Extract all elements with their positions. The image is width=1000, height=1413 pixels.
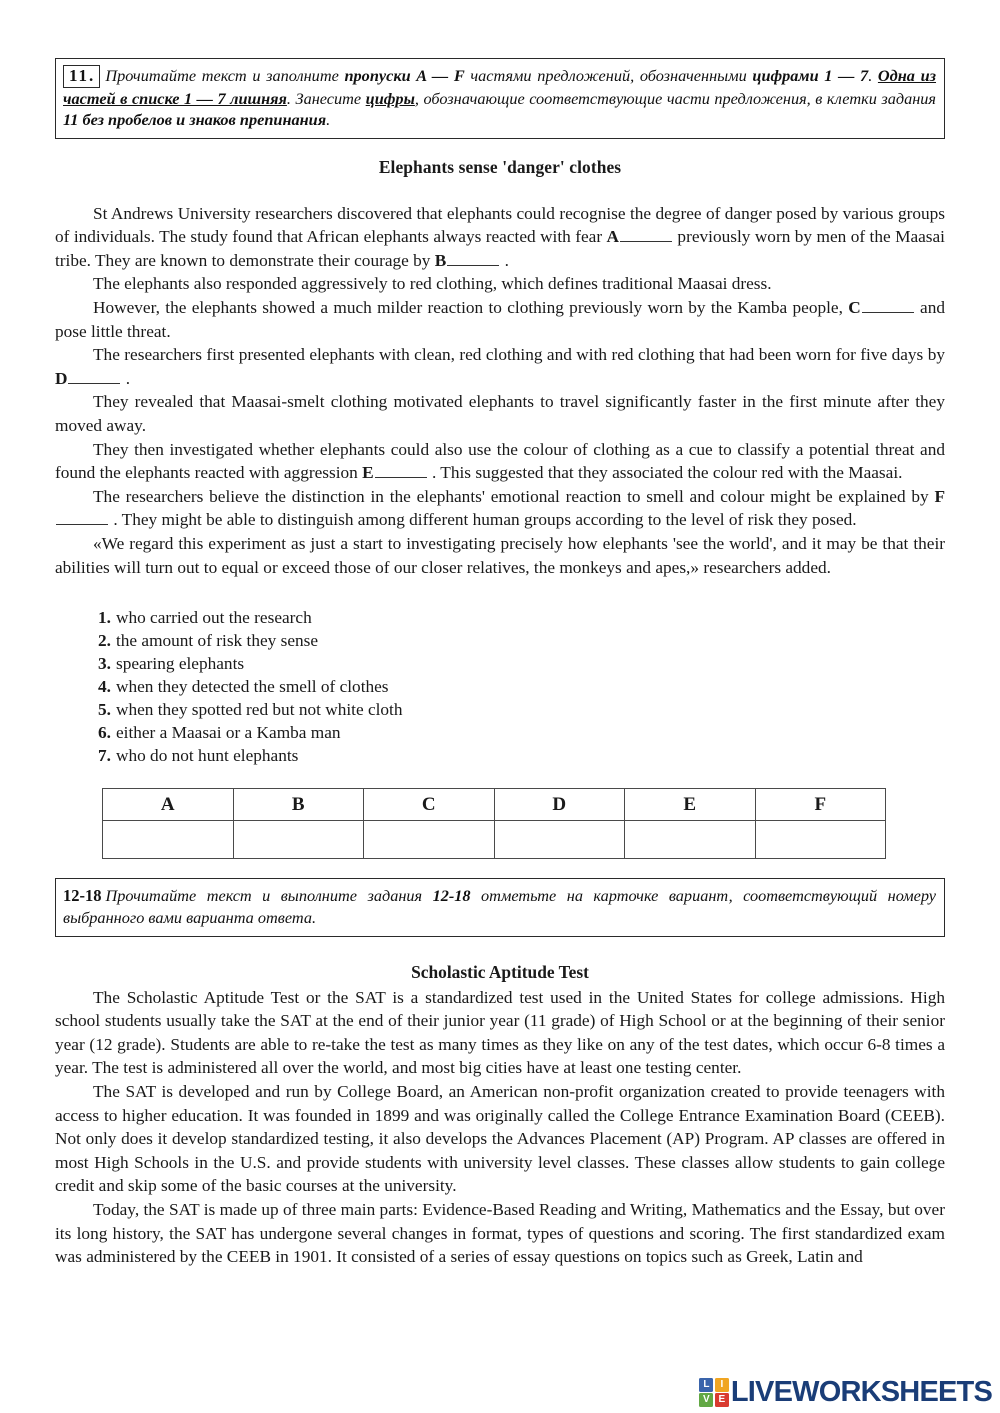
article-1-paragraph [55, 532, 945, 579]
list-item [98, 652, 945, 675]
gap-blank-field[interactable] [620, 225, 672, 242]
answer-header-a: A [103, 789, 234, 821]
paragraph-text: The elephants also responded aggressively to red clothing, which defines traditional Maasai dress. [93, 274, 772, 294]
task-12-18-text-1: Прочитайте текст и выполните задания [105, 886, 433, 906]
list-item [98, 721, 945, 744]
article-2-paragraph: The Scholastic Aptitude Test or the SAT is a standardized test used in the United States for college admissions. High school students usually take the SAT at the end of their junior year (11 grade) of High School or at the beginning of their senior year (12 grade). Students are able to re-take the test as many times as they like on any of the test dates, which occur 6-8 times a year. The test is administered all over the world, and most big cities have at least one testing center. [55, 987, 945, 1078]
paragraph-text: They then investigated whether elephants could also use the colour of clothing as a cue to classify a potential threat and found the elephants reacted with aggression [55, 439, 945, 483]
answer-cell-a[interactable] [103, 821, 234, 859]
article-1-body [55, 202, 945, 580]
article-1-paragraph [55, 202, 945, 273]
gap-label-c: C [848, 297, 861, 317]
paragraph-text: . [500, 250, 509, 270]
option-text: the amount of risk they sense [115, 631, 319, 651]
option-number: 3. [98, 654, 111, 674]
task-12-18-number: 12-18 [63, 886, 102, 906]
article-2-title: Scholastic Aptitude Test [411, 961, 589, 982]
option-number: 5. [98, 700, 111, 720]
article-1-paragraph [55, 438, 945, 485]
option-number: 4. [98, 677, 111, 697]
option-number: 1. [98, 608, 111, 628]
task-11-underline-1: Одна из частей в списке 1 — 7 лишняя [63, 66, 937, 108]
answer-table-input-row [103, 821, 886, 859]
gap-label-d: D [55, 368, 68, 388]
task-11-text-5: , обозначающие соответствующие части предложения, в клетки задания [414, 88, 936, 108]
task-11-bold-3: 11 без пробелов и знаков препинания [63, 110, 327, 130]
option-text: who carried out the research [115, 608, 312, 628]
task-11-text-4: . Занесите [286, 88, 366, 108]
article-1-paragraph [55, 296, 945, 343]
logo-tile-e: E [715, 1393, 729, 1407]
liveworksheets-logo [699, 1375, 992, 1408]
task-11-instruction-box [55, 58, 945, 139]
option-number: 2. [98, 631, 111, 651]
task-11-number: 11. [63, 65, 100, 88]
logo-tile-l: L [699, 1378, 713, 1392]
article-2-paragraph: The SAT is developed and run by College Board, an American non-profit organization created to provide teenagers with access to higher education. It was founded in 1899 and was originally called the College Entrance Examination Board (CEEB). Not only does it develop standardized testing, it also develops the Advances Placement (AP) Program. AP classes are offered in most High Schools in the U.S. and provide students with university level classes. These classes allow students to gain college credit and skip some of the basic courses at the university. [55, 1082, 945, 1196]
paragraph-text: St Andrews University researchers discovered that elephants could recognise the degree of danger posed by various groups of individuals. The study found that African elephants always reacted with fear [55, 203, 945, 247]
liveworksheets-wordmark: LIVEWORKSHEETS [730, 1375, 992, 1408]
list-item [98, 629, 945, 652]
gap-blank-field[interactable] [56, 509, 108, 526]
liveworksheets-mark-icon [699, 1378, 729, 1408]
option-text: when they detected the smell of clothes [115, 677, 389, 697]
answer-header-c: C [364, 789, 495, 821]
gap-label-e: E [362, 463, 374, 483]
answer-header-b: B [233, 789, 364, 821]
task-12-18-text-2: отметьте на карточке вариант, соответствующий номеру выбранного вами варианта ответа. [63, 886, 936, 928]
list-item [98, 698, 945, 721]
answer-cell-c[interactable] [364, 821, 495, 859]
article-2-body [55, 986, 945, 1269]
option-text: who do not hunt elephants [115, 746, 299, 766]
paragraph-text: However, the elephants showed a much milder reaction to clothing previously worn by the Kamba people, [93, 297, 849, 317]
task-11-text-1: Прочитайте текст и заполните [105, 66, 345, 85]
list-item [98, 606, 945, 629]
paragraph-text: They revealed that Maasai-smelt clothing motivated elephants to travel significantly faster in the first minute after they moved away. [55, 392, 945, 436]
article-1-paragraph [55, 272, 945, 296]
option-number: 6. [98, 723, 111, 743]
answer-cell-f[interactable] [755, 821, 886, 859]
answer-header-e: E [625, 789, 756, 821]
task-11-text-2: частями предложений, обозначенными [464, 66, 753, 85]
paragraph-text: . They might be able to distinguish among different human groups according to the level of risk they posed. [109, 510, 857, 530]
article-1-paragraph [55, 343, 945, 390]
task-12-18-instruction-box [55, 878, 945, 936]
gap-label-a: A [606, 227, 619, 247]
answer-table-wrapper [102, 788, 945, 859]
logo-tile-i: I [715, 1378, 729, 1392]
gap-blank-field[interactable] [375, 461, 427, 478]
task-11-underline-2: цифры [365, 88, 415, 108]
paragraph-text: and pose little threat. [55, 297, 945, 341]
gap-label-f: F [934, 486, 945, 506]
option-number: 7. [98, 746, 111, 766]
option-text: when they spotted red but not white cloth [115, 700, 403, 720]
answer-header-d: D [494, 789, 625, 821]
paragraph-text: . [121, 368, 131, 388]
paragraph-text: The researchers first presented elephants with clean, red clothing and with red clothing that had been worn for five days by [93, 345, 945, 365]
gap-blank-field[interactable] [447, 249, 499, 266]
page-content [55, 58, 945, 1269]
options-list [98, 606, 945, 767]
article-1-title: Elephants sense 'danger' clothes [378, 156, 622, 177]
gap-blank-field[interactable] [862, 296, 914, 313]
option-text: spearing elephants [115, 654, 245, 674]
answer-table [102, 788, 886, 859]
paragraph-text: «We regard this experiment as just a start to investigating precisely how elephants 'see the world', and it may be that their abilities will turn out to equal or exceed those of our closer relatives, the monkeys and apes,» researchers added. [55, 534, 945, 577]
option-text: either a Maasai or a Kamba man [115, 723, 341, 743]
list-item [98, 675, 945, 698]
paragraph-text: . This suggested that they associated the colour red with the Maasai. [427, 463, 903, 483]
paragraph-text: previously worn by men of the Maasai tribe. They are known to demonstrate their courage by [55, 227, 945, 270]
answer-cell-b[interactable] [233, 821, 364, 859]
task-11-bold-2: цифрами 1 — 7 [752, 66, 869, 85]
task-11-text-6: . [326, 110, 331, 130]
answer-cell-e[interactable] [625, 821, 756, 859]
answer-cell-d[interactable] [494, 821, 625, 859]
article-1-paragraph [55, 485, 945, 532]
list-item [98, 744, 945, 767]
answer-header-f: F [755, 789, 886, 821]
logo-tile-v: V [699, 1393, 713, 1407]
task-11-bold-1: пропуски A — F [344, 66, 465, 85]
paragraph-text: The researchers believe the distinction in the elephants' emotional reaction to smell and colour might be explained by [93, 486, 935, 506]
task-12-18-bold-1: 12-18 [432, 886, 471, 906]
article-1-paragraph [55, 390, 945, 437]
gap-blank-field[interactable] [68, 367, 120, 384]
answer-table-header-row [103, 789, 886, 821]
task-11-text-3: . [868, 66, 878, 85]
gap-label-b: B [434, 250, 447, 270]
article-2-paragraph: Today, the SAT is made up of three main parts: Evidence-Based Reading and Writing, Mathematics and the Essay, but over its long history, the SAT has undergone several changes in format, types of questions and scoring. The first standardized exam was administered by the CEEB in 1901. It consisted of a series of essay questions on topics such as Greek, Latin and [55, 1200, 945, 1267]
